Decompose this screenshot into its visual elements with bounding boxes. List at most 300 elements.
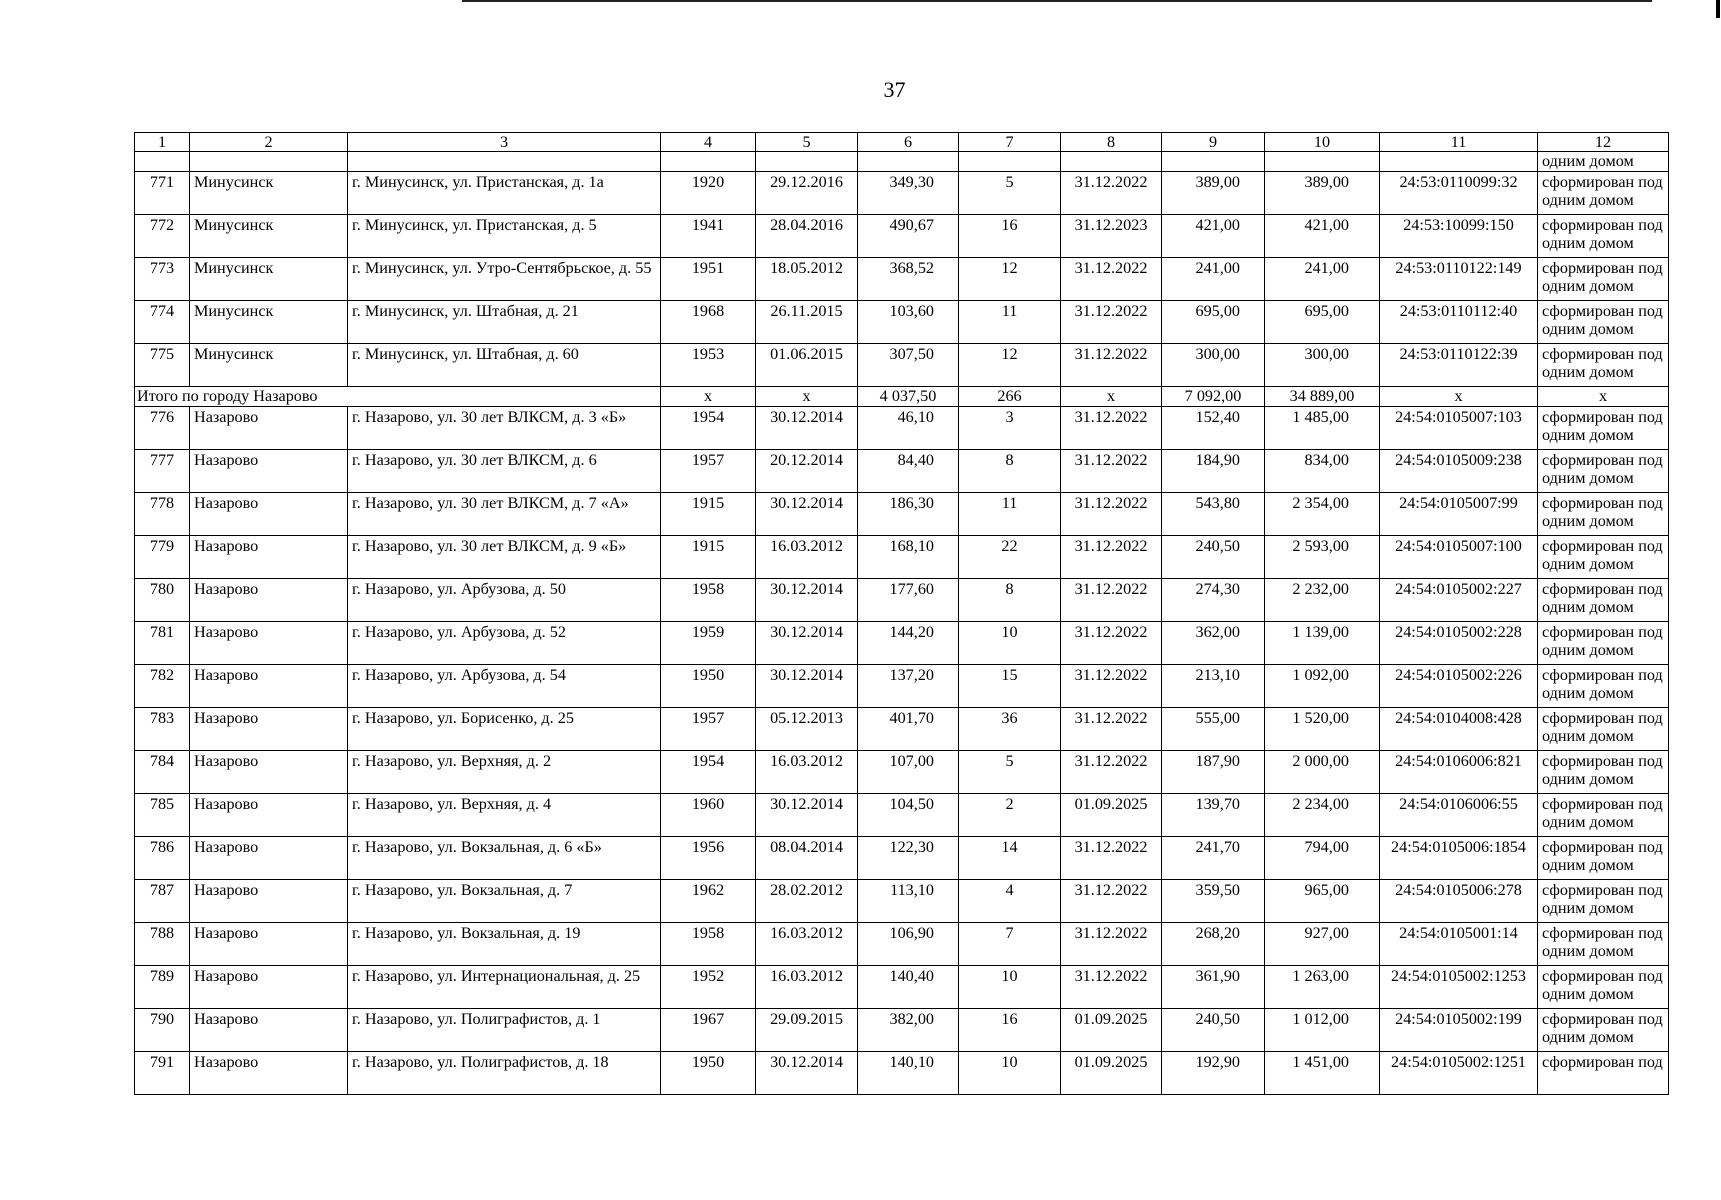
table-row (135, 301, 1669, 344)
area-cell: 307,50 (858, 344, 959, 387)
address-cell: г. Назарово, ул. Борисенко, д. 25 (348, 708, 661, 751)
value-10-cell: 2 354,00 (1265, 493, 1380, 536)
date-cell: 26.11.2015 (756, 301, 858, 344)
cadastral-number-cell: 24:54:0104008:428 (1380, 708, 1538, 751)
row-number-cell: 773 (135, 258, 190, 301)
build-year-cell: 1962 (661, 880, 756, 923)
deadline-cell: 31.12.2022 (1061, 536, 1162, 579)
address-cell: г. Назарово, ул. Арбузова, д. 52 (348, 622, 661, 665)
value-10-cell: 300,00 (1265, 344, 1380, 387)
deadline-cell: 31.12.2022 (1061, 751, 1162, 794)
total-note-cell: x (1538, 387, 1669, 407)
city-name-cell: Назарово (190, 622, 348, 665)
city-total-row (135, 387, 1669, 407)
area-cell: 104,50 (858, 794, 959, 837)
row-number-cell: 780 (135, 579, 190, 622)
cadastral-number-cell: 24:54:0105007:100 (1380, 536, 1538, 579)
col-header-7: 7 (959, 133, 1061, 152)
residents-cell: 22 (959, 536, 1061, 579)
row-number-cell: 774 (135, 301, 190, 344)
carry-note: одним домом (1538, 152, 1669, 172)
col-header-4: 4 (661, 133, 756, 152)
value-9-cell: 389,00 (1162, 172, 1265, 215)
residents-cell: 12 (959, 344, 1061, 387)
build-year-cell: 1920 (661, 172, 756, 215)
table-row (135, 880, 1669, 923)
note-cell: сформирован под одним домом (1538, 493, 1669, 536)
table-row (135, 1052, 1669, 1095)
table-row (135, 837, 1669, 880)
deadline-cell: 31.12.2022 (1061, 344, 1162, 387)
residents-cell: 4 (959, 880, 1061, 923)
note-cell: сформирован под одним домом (1538, 215, 1669, 258)
row-number-cell: 782 (135, 665, 190, 708)
scan-edge-mark (1716, 0, 1720, 18)
area-cell: 140,40 (858, 966, 959, 1009)
city-name-cell: Назарово (190, 1009, 348, 1052)
value-9-cell: 152,40 (1162, 407, 1265, 450)
value-10-cell: 1 451,00 (1265, 1052, 1380, 1095)
date-cell: 30.12.2014 (756, 622, 858, 665)
housing-table (134, 132, 1669, 1095)
build-year-cell: 1941 (661, 215, 756, 258)
cadastral-number-cell: 24:53:0110122:149 (1380, 258, 1538, 301)
value-9-cell: 543,80 (1162, 493, 1265, 536)
row-number-cell: 775 (135, 344, 190, 387)
date-cell: 30.12.2014 (756, 407, 858, 450)
value-10-cell: 1 520,00 (1265, 708, 1380, 751)
note-cell: сформирован под одним домом (1538, 407, 1669, 450)
residents-cell: 12 (959, 258, 1061, 301)
row-number-cell: 772 (135, 215, 190, 258)
area-cell: 122,30 (858, 837, 959, 880)
col-header-1: 1 (135, 133, 190, 152)
residents-cell: 5 (959, 751, 1061, 794)
date-cell: 30.12.2014 (756, 1052, 858, 1095)
top-scan-line (462, 0, 1652, 2)
row-number-cell: 776 (135, 407, 190, 450)
note-cell: сформирован под одним домом (1538, 966, 1669, 1009)
area-cell: 349,30 (858, 172, 959, 215)
residents-cell: 11 (959, 493, 1061, 536)
col-header-12: 12 (1538, 133, 1669, 152)
col-header-9: 9 (1162, 133, 1265, 152)
row-number-cell: 789 (135, 966, 190, 1009)
row-number-cell: 783 (135, 708, 190, 751)
col-header-10: 10 (1265, 133, 1380, 152)
value-10-cell: 2 232,00 (1265, 579, 1380, 622)
city-name-cell: Назарово (190, 837, 348, 880)
table-row (135, 751, 1669, 794)
area-cell: 46,10 (858, 407, 959, 450)
value-10-cell: 2 234,00 (1265, 794, 1380, 837)
residents-cell: 11 (959, 301, 1061, 344)
date-cell: 20.12.2014 (756, 450, 858, 493)
area-cell: 382,00 (858, 1009, 959, 1052)
city-name-cell: Назарово (190, 450, 348, 493)
city-name-cell: Назарово (190, 536, 348, 579)
note-cell: сформирован под одним домом (1538, 622, 1669, 665)
residents-cell: 36 (959, 708, 1061, 751)
col-header-5: 5 (756, 133, 858, 152)
value-9-cell: 241,70 (1162, 837, 1265, 880)
table-row (135, 493, 1669, 536)
col-header-11: 11 (1380, 133, 1538, 152)
build-year-cell: 1957 (661, 708, 756, 751)
cadastral-number-cell: 24:54:0106006:55 (1380, 794, 1538, 837)
address-cell: г. Минусинск, ул. Пристанская, д. 5 (348, 215, 661, 258)
cadastral-number-cell: 24:54:0105002:1251 (1380, 1052, 1538, 1095)
area-cell: 113,10 (858, 880, 959, 923)
total-c9-cell: 7 092,00 (1162, 387, 1265, 407)
build-year-cell: 1967 (661, 1009, 756, 1052)
address-cell: г. Минусинск, ул. Штабная, д. 21 (348, 301, 661, 344)
city-name-cell: Минусинск (190, 215, 348, 258)
city-name-cell: Минусинск (190, 258, 348, 301)
note-cell: сформирован под одним домом (1538, 794, 1669, 837)
deadline-cell: 31.12.2022 (1061, 172, 1162, 215)
address-cell: г. Назарово, ул. 30 лет ВЛКСМ, д. 7 «А» (348, 493, 661, 536)
city-name-cell: Назарово (190, 708, 348, 751)
col-header-8: 8 (1061, 133, 1162, 152)
city-name-cell: Назарово (190, 665, 348, 708)
city-name-cell: Назарово (190, 794, 348, 837)
value-9-cell: 300,00 (1162, 344, 1265, 387)
cadastral-number-cell: 24:54:0105002:199 (1380, 1009, 1538, 1052)
date-cell: 16.03.2012 (756, 923, 858, 966)
carry-over-row (135, 152, 1669, 172)
row-number-cell: 785 (135, 794, 190, 837)
cadastral-number-cell: 24:54:0105009:238 (1380, 450, 1538, 493)
build-year-cell: 1953 (661, 344, 756, 387)
area-cell: 368,52 (858, 258, 959, 301)
address-cell: г. Назарово, ул. 30 лет ВЛКСМ, д. 6 (348, 450, 661, 493)
table-row (135, 258, 1669, 301)
date-cell: 30.12.2014 (756, 665, 858, 708)
deadline-cell: 31.12.2023 (1061, 215, 1162, 258)
value-9-cell: 274,30 (1162, 579, 1265, 622)
residents-cell: 5 (959, 172, 1061, 215)
value-9-cell: 240,50 (1162, 1009, 1265, 1052)
note-cell: сформирован под одним домом (1538, 1009, 1669, 1052)
table-row (135, 450, 1669, 493)
cadastral-number-cell: 24:54:0105002:1253 (1380, 966, 1538, 1009)
area-cell: 401,70 (858, 708, 959, 751)
deadline-cell: 31.12.2022 (1061, 450, 1162, 493)
total-area-cell: 4 037,50 (858, 387, 959, 407)
build-year-cell: 1959 (661, 622, 756, 665)
note-cell: сформирован под (1538, 1052, 1669, 1095)
value-10-cell: 695,00 (1265, 301, 1380, 344)
cadastral-number-cell: 24:54:0105006:1854 (1380, 837, 1538, 880)
residents-cell: 16 (959, 215, 1061, 258)
address-cell: г. Назарово, ул. 30 лет ВЛКСМ, д. 9 «Б» (348, 536, 661, 579)
cadastral-number-cell: 24:54:0105007:99 (1380, 493, 1538, 536)
address-cell: г. Назарово, ул. Верхняя, д. 2 (348, 751, 661, 794)
note-cell: сформирован под одним домом (1538, 751, 1669, 794)
table-row (135, 215, 1669, 258)
date-cell: 29.09.2015 (756, 1009, 858, 1052)
cadastral-number-cell: 24:54:0105002:226 (1380, 665, 1538, 708)
city-name-cell: Назарово (190, 880, 348, 923)
residents-cell: 16 (959, 1009, 1061, 1052)
area-cell: 177,60 (858, 579, 959, 622)
city-name-cell: Минусинск (190, 344, 348, 387)
build-year-cell: 1915 (661, 493, 756, 536)
address-cell: г. Назарово, ул. Вокзальная, д. 7 (348, 880, 661, 923)
build-year-cell: 1956 (661, 837, 756, 880)
city-name-cell: Назарово (190, 966, 348, 1009)
residents-cell: 10 (959, 1052, 1061, 1095)
total-cadastre-cell: x (1380, 387, 1538, 407)
col-header-2: 2 (190, 133, 348, 152)
total-c10-cell: 34 889,00 (1265, 387, 1380, 407)
table-row (135, 708, 1669, 751)
cadastral-number-cell: 24:53:10099:150 (1380, 215, 1538, 258)
total-label: Итого по городу Назарово (135, 387, 661, 407)
row-number-cell: 788 (135, 923, 190, 966)
deadline-cell: 31.12.2022 (1061, 579, 1162, 622)
value-9-cell: 421,00 (1162, 215, 1265, 258)
value-9-cell: 361,90 (1162, 966, 1265, 1009)
cadastral-number-cell: 24:54:0105006:278 (1380, 880, 1538, 923)
total-year-cell: x (661, 387, 756, 407)
cadastral-number-cell: 24:54:0106006:821 (1380, 751, 1538, 794)
residents-cell: 7 (959, 923, 1061, 966)
build-year-cell: 1954 (661, 751, 756, 794)
date-cell: 01.06.2015 (756, 344, 858, 387)
date-cell: 08.04.2014 (756, 837, 858, 880)
city-name-cell: Назарово (190, 751, 348, 794)
note-cell: сформирован под одним домом (1538, 450, 1669, 493)
note-cell: сформирован под одним домом (1538, 923, 1669, 966)
build-year-cell: 1915 (661, 536, 756, 579)
table-row (135, 1009, 1669, 1052)
col-header-3: 3 (348, 133, 661, 152)
column-number-row (135, 133, 1669, 152)
city-name-cell: Назарово (190, 407, 348, 450)
city-name-cell: Минусинск (190, 172, 348, 215)
date-cell: 28.02.2012 (756, 880, 858, 923)
cadastral-number-cell: 24:54:0105007:103 (1380, 407, 1538, 450)
residents-cell: 14 (959, 837, 1061, 880)
row-number-cell: 777 (135, 450, 190, 493)
address-cell: г. Минусинск, ул. Утро-Сентябрьское, д. 55 (348, 258, 661, 301)
table-row (135, 407, 1669, 450)
date-cell: 16.03.2012 (756, 536, 858, 579)
build-year-cell: 1950 (661, 665, 756, 708)
deadline-cell: 01.09.2025 (1061, 794, 1162, 837)
value-9-cell: 240,50 (1162, 536, 1265, 579)
note-cell: сформирован под одним домом (1538, 665, 1669, 708)
table-body (135, 133, 1669, 1095)
deadline-cell: 31.12.2022 (1061, 966, 1162, 1009)
row-number-cell: 790 (135, 1009, 190, 1052)
area-cell: 186,30 (858, 493, 959, 536)
residents-cell: 8 (959, 579, 1061, 622)
area-cell: 137,20 (858, 665, 959, 708)
area-cell: 106,90 (858, 923, 959, 966)
area-cell: 140,10 (858, 1052, 959, 1095)
cadastral-number-cell: 24:54:0105002:228 (1380, 622, 1538, 665)
address-cell: г. Назарово, ул. Вокзальная, д. 19 (348, 923, 661, 966)
value-9-cell: 187,90 (1162, 751, 1265, 794)
area-cell: 107,00 (858, 751, 959, 794)
deadline-cell: 31.12.2022 (1061, 407, 1162, 450)
value-10-cell: 1 263,00 (1265, 966, 1380, 1009)
table-row (135, 923, 1669, 966)
date-cell: 28.04.2016 (756, 215, 858, 258)
date-cell: 30.12.2014 (756, 579, 858, 622)
value-10-cell: 389,00 (1265, 172, 1380, 215)
value-9-cell: 362,00 (1162, 622, 1265, 665)
deadline-cell: 31.12.2022 (1061, 622, 1162, 665)
total-deadline-cell: x (1061, 387, 1162, 407)
cadastral-number-cell: 24:54:0105001:14 (1380, 923, 1538, 966)
cadastral-number-cell: 24:53:0110122:39 (1380, 344, 1538, 387)
area-cell: 490,67 (858, 215, 959, 258)
deadline-cell: 31.12.2022 (1061, 837, 1162, 880)
area-cell: 144,20 (858, 622, 959, 665)
value-10-cell: 834,00 (1265, 450, 1380, 493)
row-number-cell: 781 (135, 622, 190, 665)
note-cell: сформирован под одним домом (1538, 880, 1669, 923)
address-cell: г. Назарово, ул. Верхняя, д. 4 (348, 794, 661, 837)
note-cell: сформирован под одним домом (1538, 837, 1669, 880)
table-row (135, 536, 1669, 579)
row-number-cell: 771 (135, 172, 190, 215)
date-cell: 05.12.2013 (756, 708, 858, 751)
value-10-cell: 421,00 (1265, 215, 1380, 258)
date-cell: 29.12.2016 (756, 172, 858, 215)
note-cell: сформирован под одним домом (1538, 172, 1669, 215)
note-cell: сформирован под одним домом (1538, 258, 1669, 301)
residents-cell: 10 (959, 622, 1061, 665)
residents-cell: 8 (959, 450, 1061, 493)
build-year-cell: 1960 (661, 794, 756, 837)
page-number: 37 (883, 77, 906, 102)
address-cell: г. Назарово, ул. Арбузова, д. 54 (348, 665, 661, 708)
residents-cell: 3 (959, 407, 1061, 450)
value-10-cell: 927,00 (1265, 923, 1380, 966)
value-10-cell: 2 593,00 (1265, 536, 1380, 579)
address-cell: г. Назарово, ул. Полиграфистов, д. 18 (348, 1052, 661, 1095)
value-9-cell: 192,90 (1162, 1052, 1265, 1095)
deadline-cell: 31.12.2022 (1061, 493, 1162, 536)
deadline-cell: 31.12.2022 (1061, 923, 1162, 966)
address-cell: г. Назарово, ул. Интернациональная, д. 25 (348, 966, 661, 1009)
build-year-cell: 1952 (661, 966, 756, 1009)
address-cell: г. Минусинск, ул. Штабная, д. 60 (348, 344, 661, 387)
build-year-cell: 1951 (661, 258, 756, 301)
value-9-cell: 555,00 (1162, 708, 1265, 751)
deadline-cell: 01.09.2025 (1061, 1009, 1162, 1052)
table-row (135, 794, 1669, 837)
build-year-cell: 1950 (661, 1052, 756, 1095)
city-name-cell: Минусинск (190, 301, 348, 344)
value-10-cell: 965,00 (1265, 880, 1380, 923)
row-number-cell: 779 (135, 536, 190, 579)
note-cell: сформирован под одним домом (1538, 301, 1669, 344)
cadastral-number-cell: 24:53:0110099:32 (1380, 172, 1538, 215)
build-year-cell: 1968 (661, 301, 756, 344)
city-name-cell: Назарово (190, 493, 348, 536)
table-row (135, 579, 1669, 622)
row-number-cell: 778 (135, 493, 190, 536)
residents-cell: 2 (959, 794, 1061, 837)
build-year-cell: 1958 (661, 579, 756, 622)
note-cell: сформирован под одним домом (1538, 708, 1669, 751)
value-9-cell: 695,00 (1162, 301, 1265, 344)
date-cell: 16.03.2012 (756, 751, 858, 794)
value-9-cell: 268,20 (1162, 923, 1265, 966)
value-10-cell: 1 012,00 (1265, 1009, 1380, 1052)
col-header-6: 6 (858, 133, 959, 152)
value-10-cell: 1 485,00 (1265, 407, 1380, 450)
date-cell: 30.12.2014 (756, 794, 858, 837)
table-row (135, 622, 1669, 665)
address-cell: г. Назарово, ул. Арбузова, д. 50 (348, 579, 661, 622)
area-cell: 84,40 (858, 450, 959, 493)
value-9-cell: 359,50 (1162, 880, 1265, 923)
area-cell: 168,10 (858, 536, 959, 579)
deadline-cell: 01.09.2025 (1061, 1052, 1162, 1095)
city-name-cell: Назарово (190, 923, 348, 966)
cadastral-number-cell: 24:53:0110112:40 (1380, 301, 1538, 344)
table-row (135, 665, 1669, 708)
total-people-cell: 266 (959, 387, 1061, 407)
row-number-cell: 787 (135, 880, 190, 923)
cadastral-number-cell: 24:54:0105002:227 (1380, 579, 1538, 622)
value-10-cell: 1 092,00 (1265, 665, 1380, 708)
area-cell: 103,60 (858, 301, 959, 344)
note-cell: сформирован под одним домом (1538, 344, 1669, 387)
note-cell: сформирован под одним домом (1538, 579, 1669, 622)
deadline-cell: 31.12.2022 (1061, 258, 1162, 301)
note-cell: сформирован под одним домом (1538, 536, 1669, 579)
address-cell: г. Назарово, ул. Полиграфистов, д. 1 (348, 1009, 661, 1052)
row-number-cell: 786 (135, 837, 190, 880)
build-year-cell: 1957 (661, 450, 756, 493)
value-9-cell: 213,10 (1162, 665, 1265, 708)
value-10-cell: 2 000,00 (1265, 751, 1380, 794)
build-year-cell: 1958 (661, 923, 756, 966)
value-9-cell: 184,90 (1162, 450, 1265, 493)
address-cell: г. Назарово, ул. 30 лет ВЛКСМ, д. 3 «Б» (348, 407, 661, 450)
deadline-cell: 31.12.2022 (1061, 665, 1162, 708)
date-cell: 30.12.2014 (756, 493, 858, 536)
table-row (135, 172, 1669, 215)
value-10-cell: 794,00 (1265, 837, 1380, 880)
city-name-cell: Назарово (190, 1052, 348, 1095)
row-number-cell: 791 (135, 1052, 190, 1095)
residents-cell: 10 (959, 966, 1061, 1009)
total-date-cell: x (756, 387, 858, 407)
address-cell: г. Минусинск, ул. Пристанская, д. 1а (348, 172, 661, 215)
deadline-cell: 31.12.2022 (1061, 301, 1162, 344)
deadline-cell: 31.12.2022 (1061, 708, 1162, 751)
build-year-cell: 1954 (661, 407, 756, 450)
table-row (135, 344, 1669, 387)
value-9-cell: 139,70 (1162, 794, 1265, 837)
residents-cell: 15 (959, 665, 1061, 708)
value-9-cell: 241,00 (1162, 258, 1265, 301)
table-row (135, 966, 1669, 1009)
address-cell: г. Назарово, ул. Вокзальная, д. 6 «Б» (348, 837, 661, 880)
value-10-cell: 241,00 (1265, 258, 1380, 301)
deadline-cell: 31.12.2022 (1061, 880, 1162, 923)
row-number-cell: 784 (135, 751, 190, 794)
